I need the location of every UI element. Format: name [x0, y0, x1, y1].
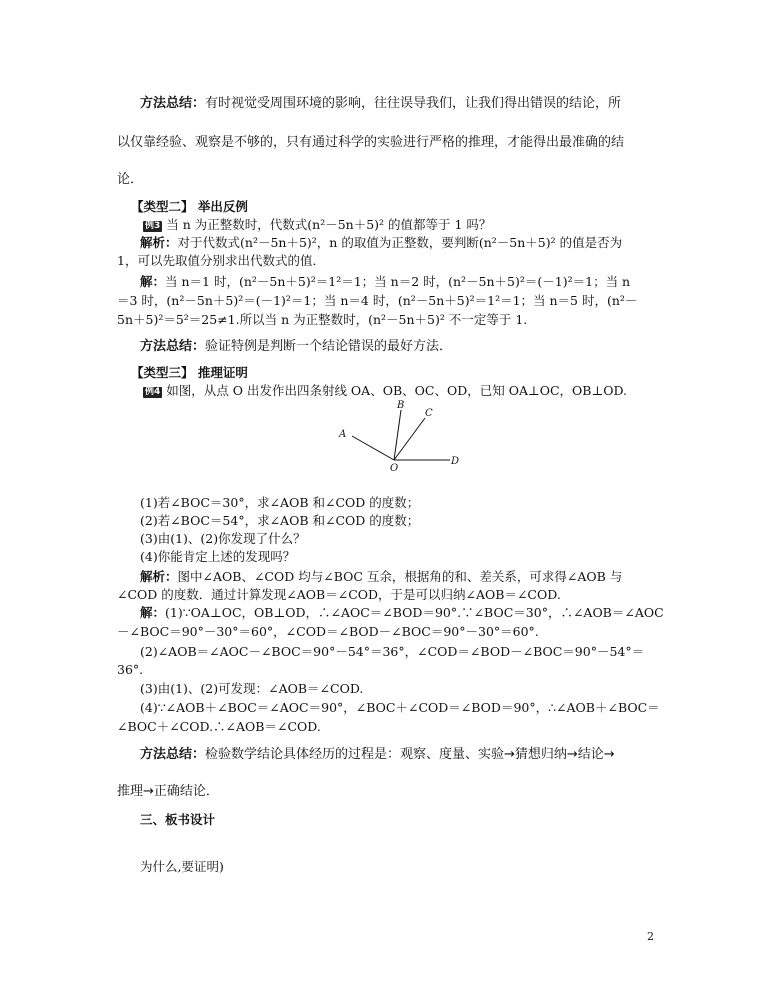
- example-badge: 例3: [145, 221, 161, 231]
- type2-analysis-line-2: 1，可以先取值分别求出代数式的值．: [117, 253, 325, 268]
- example-badge: 例4: [145, 387, 161, 397]
- question-3: (3)由(1)、(2)你发现了什么？: [140, 531, 306, 546]
- question-1: (1)若∠BOC＝30°，求∠AOB 和∠COD 的度数；: [140, 495, 420, 510]
- label-a: A: [339, 429, 347, 440]
- type3-solution-2-line-1: (2)∠AOB＝∠AOC－∠BOC＝90°－54°＝36°，∠COD＝∠BOD－∠BOC＝90°－54°＝: [140, 644, 645, 659]
- method-summary-1-line-3: 论．: [117, 172, 144, 187]
- label-o: O: [390, 463, 399, 474]
- type3-solution-2-line-2: 36°.: [117, 662, 144, 677]
- method-summary-2: 方法总结：验证特例是判断一个结论错误的最好方法．: [140, 339, 453, 354]
- example-3-question: 例3 当 n 为正整数时，代数式(n²－5n＋5)² 的值都等于 1 吗？: [145, 217, 492, 232]
- section-3-heading: 三、板书设计: [140, 812, 216, 827]
- type2-analysis-line-1: 解析：对于代数式(n²－5n＋5)²，n 的取值为正整数，要判断(n²－5n＋5)² 的值是否为: [140, 235, 623, 250]
- type3-solution-1-line-2: －∠BOC＝90°－30°＝60°，∠COD＝∠BOD－∠BOC＝90°－30°＝60°.: [117, 624, 539, 639]
- ray-oa: [352, 436, 394, 460]
- label-b: B: [397, 400, 405, 411]
- method-summary-3-line-1: 方法总结：检验数学结论具体经历的过程是：观察、度量、实验→猜想归纳→结论→: [140, 747, 615, 762]
- method-summary-label: 方法总结：: [140, 96, 206, 111]
- type2-solution-line-2: ＝3 时，(n²－5n＋5)²＝(－1)²＝1；当 n＝4 时，(n²－5n＋5)²＝1²＝1；当 n＝5 时，(n²－: [117, 293, 638, 308]
- question-4: (4)你能肯定上述的发现吗？: [140, 549, 296, 564]
- method-summary-3-line-2: 推理→正确结论．: [117, 784, 219, 799]
- type3-solution-3: (3)由(1)、(2)可发现：∠AOB＝∠COD.: [140, 681, 364, 696]
- board-design-text: 为什么,要证明): [140, 859, 224, 874]
- type2-heading: 【类型二】 举出反例: [131, 199, 248, 214]
- type3-solution-4-line-1: (4)∵∠AOB＋∠BOC＝∠AOC＝90°，∠BOC＋∠COD＝∠BOD＝90°，∴∠AOB＋∠BOC＝: [140, 700, 660, 715]
- type3-analysis-line-2: ∠COD 的度数．通过计算发现∠AOB＝∠COD，于是可以归纳∠AOB＝∠COD.: [117, 587, 561, 602]
- question-2: (2)若∠BOC＝54°，求∠AOB 和∠COD 的度数；: [140, 513, 420, 528]
- page-number: 2: [647, 930, 654, 943]
- label-d: D: [451, 456, 460, 467]
- type2-solution-line-1: 解：当 n＝1 时，(n²－5n＋5)²＝1²＝1；当 n＝2 时，(n²－5n＋5)²＝(－1)²＝1；当 n: [140, 274, 631, 289]
- label-c: C: [425, 408, 433, 419]
- type3-solution-4-line-2: ∠BOC＋∠COD.∴∠AOB＝∠COD.: [117, 719, 321, 734]
- method-summary-1-line-1: 方法总结：有时视觉受周围环境的影响，往往误导我们，让我们得出错误的结论，所: [140, 96, 622, 111]
- type2-solution-line-3: 5n＋5)²＝5²＝25≠1.所以当 n 为正整数时，(n²－5n＋5)² 不一定等于 1.: [117, 312, 528, 327]
- type3-solution-1-line-1: 解：(1)∵OA⊥OC，OB⊥OD，∴∠AOC＝∠BOD＝90°.∵∠BOC＝30°，∴∠AOB＝∠AOC: [140, 605, 664, 620]
- method-summary-1-line-2: 以仅靠经验、观察是不够的，只有通过科学的实验进行严格的推理，才能得出最准确的结: [117, 135, 625, 150]
- rays-figure: [330, 398, 470, 474]
- type3-analysis-line-1: 解析：图中∠AOB、∠COD 均与∠BOC 互余，根据角的和、差关系，可求得∠AOB 与: [140, 569, 623, 584]
- type3-heading: 【类型三】 推理证明: [131, 365, 248, 380]
- example-4-question: 例4 如图，从点 O 出发作出四条射线 OA、OB、OC、OD，已知 OA⊥OC，OB⊥OD.: [145, 383, 628, 398]
